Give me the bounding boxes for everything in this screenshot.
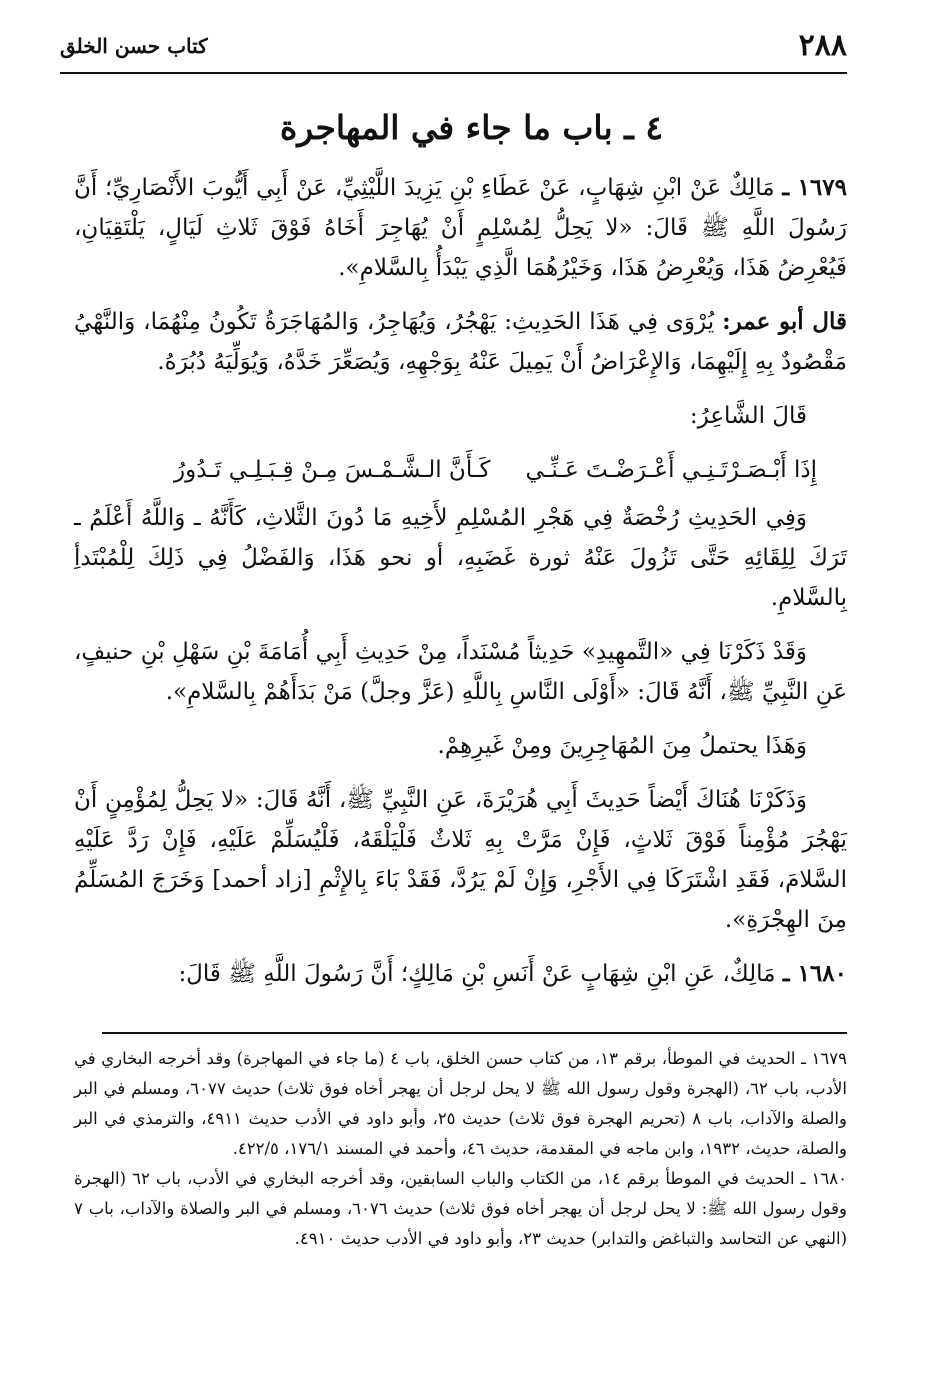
hadith-number: ١٦٧٩ ـ (782, 174, 847, 201)
poetry-verse (74, 450, 847, 490)
commentary-paragraph: وَهَذَا يحتملُ مِنَ المُهَاجِرِينَ ومِنْ غَيرِهِمْ. (437, 733, 807, 759)
footnote-1680: ١٦٨٠ ـ الحديث في الموطأ برقم ١٤، من الكتاب والباب السابقين، وقد أخرجه البخاري في الأدب، باب ٦٢ (الهجرة وقول رسول الله ﷺ: لا يحل لرجل أن يهجر أخاه فوق ثلاث) حديث ٦٠٧٦، ومسلم في البر والصلاة والآداب، باب ٧ (النهي عن التحاسد والتباغض والتدابر) حديث ٢٣، وأبو داود في الأدب حديث ٤٩١٠. (74, 1169, 847, 1248)
commentary-speaker: قال أبو عمر: (722, 308, 847, 335)
footnote-divider (102, 1032, 847, 1034)
verse-second-hemistich: كَـأَنَّ الـشَّـمْـسَ مِـنْ قِـبَـلِـي تَـدُورُ (174, 457, 491, 483)
commentary-paragraph: وَفِي الحَدِيثِ رُخْصَةٌ فِي هَجْرِ المُسْلِمِ لأَخِيهِ مَا دُونَ الثَّلاثِ، كَأَنَّهُ ـ وَاللَّهُ أَعْلَمُ ـ تَرَكَ لِلِقَائِهِ حَتَّى تَزُولَ عَنْهُ ثورة غَضَبِهِ، أو نحو هَذَا، وَالفَضْلُ فِي ذَلِكَ لِلْمُبْتَدأِ بِالسَّلامِ. (74, 505, 847, 611)
commentary-text: يُرْوَى فِي هَذَا الحَدِيثِ: يَهْجُرُ، وَيُهَاجِرُ، وَالمُهَاجَرَةُ تَكُونُ مِنْهُمَا، وَالنَّهْيُ مَقْصُودٌ بِهِ إِلَيْهِمَا، وَالإِعْرَاضُ أَنْ يَمِيلَ عَنْهُ بِوَجْهِهِ، وَيُصَعِّرَ خَدَّهُ، وَيُوَلِّيَهُ دُبُرَهُ. (74, 309, 847, 375)
page-number: ٢٨٨ (798, 28, 847, 63)
commentary-paragraph (74, 302, 847, 382)
verse-first-hemistich: إِذَا أَبْـصَـرْتَـنِـي أَعْـرَضْـتَ عَـنِّـي (525, 457, 817, 483)
hadith-1680 (74, 954, 847, 994)
footnotes (74, 1044, 847, 1254)
running-header (60, 26, 847, 74)
chapter-title: ٤ ـ باب ما جاء في المهاجرة (279, 108, 664, 147)
main-text (74, 168, 847, 1008)
footnote-1679: ١٦٧٩ ـ الحديث في الموطأ، برقم ١٣، من كتاب حسن الخلق، باب ٤ (ما جاء في المهاجرة) وقد أخرجه البخاري في الأدب، باب ٦٢، (الهجرة وقول رسول الله ﷺ لا يحل لرجل أن يهجر أخاه فوق ثلاث) حديث ٦٠٧٧، ومسلم في البر والصلة والآداب، باب ٨ (تحريم الهجرة فوق ثلاث) حديث ٢٥، وأبو داود في الأدب حديث ٤٩١١، والترمذي في البر والصلة، حديث، ١٩٣٢، وابن ماجه في المقدمة، حديث ٤٦، وأحمد في المسند ١٧٦/١، ٤٢٢/٥. (74, 1049, 847, 1158)
commentary-paragraph: وَقَدْ ذَكَرْنَا فِي «التَّمهِيدِ» حَدِيثاً مُسْنَداً، مِنْ حَدِيثِ أَبِي أُمَامَةَ بْنِ سَهْلِ بْنِ حنيفٍ، عَنِ النَّبِيِّ ﷺ، أَنَّهُ قَالَ: «أَوْلَى النَّاسِ بِاللَّهِ (عَزَّ وجلَّ) مَنْ بَدَأَهُمْ بِالسَّلامِ». (74, 639, 847, 705)
hadith-1679 (74, 168, 847, 288)
hadith-text: مَالِكٌ، عَنِ ابْنِ شِهَابٍ عَنْ أَنَسِ بْنِ مَالِكٍ؛ أَنَّ رَسُولَ اللَّهِ ﷺ قَالَ: (178, 961, 776, 987)
hadith-number: ١٦٨٠ ـ (782, 960, 847, 987)
hadith-text: مَالِكٌ عَنْ ابْنِ شِهَابٍ، عَنْ عَطَاءِ بْنِ يَزِيدَ اللَّيْثِيِّ، عَنْ أَبِي أَيُّوبَ الأَنْصَارِيِّ؛ أَنَّ رَسُولَ اللَّهِ ﷺ قَالَ: «لا يَحِلُّ لِمُسْلِمٍ أَنْ يُهَاجِرَ أَخَاهُ فَوْقَ ثَلاثِ لَيَالٍ، يَلْتَقِيَانِ، فَيُعْرِضُ هَذَا، وَيُعْرِضُ هَذَا، وَخَيْرُهُمَا الَّذِي يَبْدَأُ بِالسَّلامِ». (74, 175, 847, 281)
poet-intro: قَالَ الشَّاعِرُ: (689, 403, 807, 429)
commentary-paragraph: وَذَكَرْنَا هُنَاكَ أَيْضاً حَدِيثَ أَبِي هُرَيْرَةَ، عَنِ النَّبِيِّ ﷺ، أَنَّهُ قَالَ: «لا يَحِلُّ لِمُؤْمِنٍ أَنْ يَهْجُرَ مُؤْمِناً فَوْقَ ثَلاثٍ، فَإِنْ مَرَّتْ بِهِ ثَلاثٌ فَلْيَلْقَهُ، فَلْيُسَلِّمْ عَلَيْهِ، فَإِنْ رَدَّ عَلَيْهِ السَّلامَ، فَقَدِ اشْتَرَكَا فِي الأَجْرِ، وَإِنْ لَمْ يَرُدَّ، فَقَدْ بَاءَ بِالإِثْمِ [زاد أحمد] وَخَرَجَ المُسَلِّمُ مِنَ الهِجْرَةِ». (74, 787, 847, 933)
book-title: كتاب حسن الخلق (60, 34, 208, 58)
